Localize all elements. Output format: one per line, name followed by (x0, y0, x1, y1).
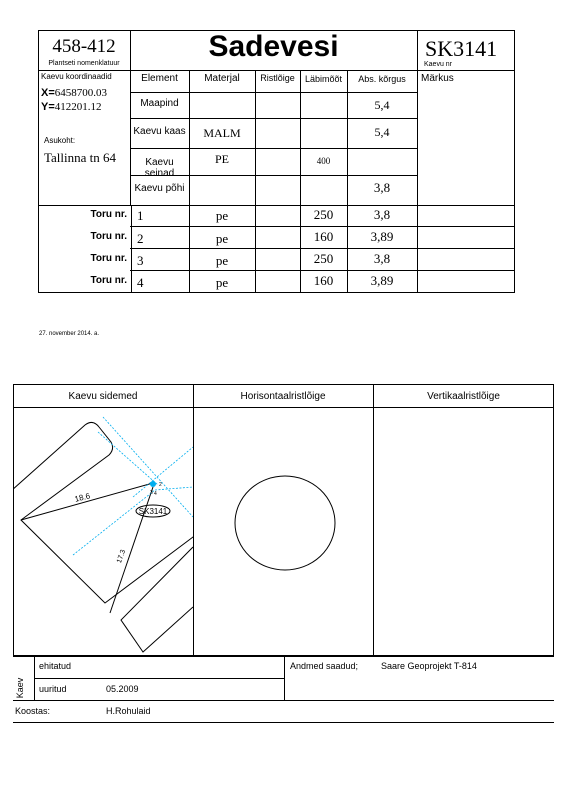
source-label: Andmed saadud; (290, 661, 359, 671)
location-caption: Asukoht: (44, 136, 76, 145)
col-header-diameter: Läbimõõt (304, 74, 343, 84)
pipe-height: 3,8 (373, 207, 391, 222)
pipe-number: 4 (137, 275, 144, 290)
document-date: 27. november 2014. a. (39, 331, 100, 337)
col-header-height: Abs. kõrgus (358, 74, 406, 84)
y-coordinate (41, 101, 102, 113)
row-element: Maapind (140, 98, 179, 109)
col-header-section: Ristlõige (260, 73, 295, 83)
pipe-diameter: 250 (313, 207, 334, 222)
col-header-element: Element (141, 73, 178, 84)
pipe-number-2: 2 (159, 482, 162, 488)
y-value: 412201.12 (54, 101, 102, 113)
pipe-height: 3,89 (370, 273, 394, 288)
col-header-material: Materjal (204, 73, 240, 84)
source-value: Saare Geoprojekt T-814 (381, 661, 477, 671)
pipe-label: Toru nr. (90, 231, 127, 242)
row-height: 3,8 (373, 180, 391, 195)
side-label: Kaev (15, 677, 25, 699)
measured-label: uuritud (39, 684, 67, 694)
row-material: PE (214, 152, 229, 166)
pipe-number: 3 (137, 253, 144, 268)
pipe-material: pe (215, 231, 229, 246)
author-label: Koostas: (15, 706, 51, 716)
row-height: 5,4 (374, 98, 390, 112)
pipe-label: Toru nr. (90, 275, 127, 286)
row-diameter: 400 (316, 156, 331, 166)
pipe-diameter: 160 (313, 273, 334, 288)
y-label: Y= (41, 101, 55, 113)
x-value: 6458700.03 (54, 87, 108, 99)
row-element: Kaevu kaas (133, 126, 186, 137)
x-coordinate (41, 87, 107, 99)
pipe-height: 3,89 (370, 229, 394, 244)
row-element: Kaevu seinad (144, 157, 175, 179)
pipe-number: 2 (137, 231, 144, 246)
row-height: 5,4 (374, 125, 390, 139)
page-title: Sadevesi (208, 30, 339, 63)
panel-title-horizontal: Horisontaalristlõige (240, 391, 326, 402)
dimension-label-1: 18.6 (73, 491, 92, 504)
pipe-height: 3,8 (373, 251, 391, 266)
row-element: Kaevu põhi (134, 183, 185, 194)
well-tag: SK3141 (138, 507, 168, 516)
measured-date: 05.2009 (106, 684, 139, 694)
pipe-material: pe (215, 275, 229, 290)
well-id: SK3141 (425, 36, 498, 61)
building-outline-lower (121, 547, 193, 652)
dimension-label-2: 17.3 (116, 548, 128, 565)
panel-title-connections: Kaevu sidemed (68, 391, 138, 402)
building-outline (0, 422, 211, 603)
author-value: H.Rohulaid (106, 706, 151, 716)
sheet-code: 458-412 (52, 36, 116, 57)
pipe-number-4: 4 (154, 491, 157, 497)
col-header-note: Märkus (421, 73, 454, 84)
x-label: X= (41, 87, 55, 99)
location-value: Tallinna tn 64 (44, 150, 117, 165)
well-id-caption: Kaevu nr (424, 61, 453, 68)
sheet-caption: Plantseti nomenklatuur (48, 60, 120, 67)
panel-title-vertical: Vertikaalristlõige (427, 391, 500, 402)
pipe-number: 1 (137, 208, 144, 223)
tie-line (21, 483, 153, 520)
row-material: MALM (203, 126, 241, 140)
pipe-number-3: 3 (150, 490, 153, 496)
well-cross-section (235, 476, 335, 570)
horizontal-section-sketch (193, 407, 373, 656)
pipe-label: Toru nr. (90, 209, 127, 220)
coord-caption: Kaevu koordinaadid (41, 72, 112, 81)
pipe-diameter: 250 (313, 251, 334, 266)
built-label: ehitatud (39, 661, 72, 671)
pipe-diameter: 160 (313, 229, 334, 244)
well-point (150, 481, 156, 487)
dimension-line (98, 432, 158, 485)
pipe-label: Toru nr. (90, 253, 127, 264)
connection-sketch (13, 407, 193, 656)
pipe-material: pe (215, 208, 229, 223)
pipe-material: pe (215, 253, 229, 268)
